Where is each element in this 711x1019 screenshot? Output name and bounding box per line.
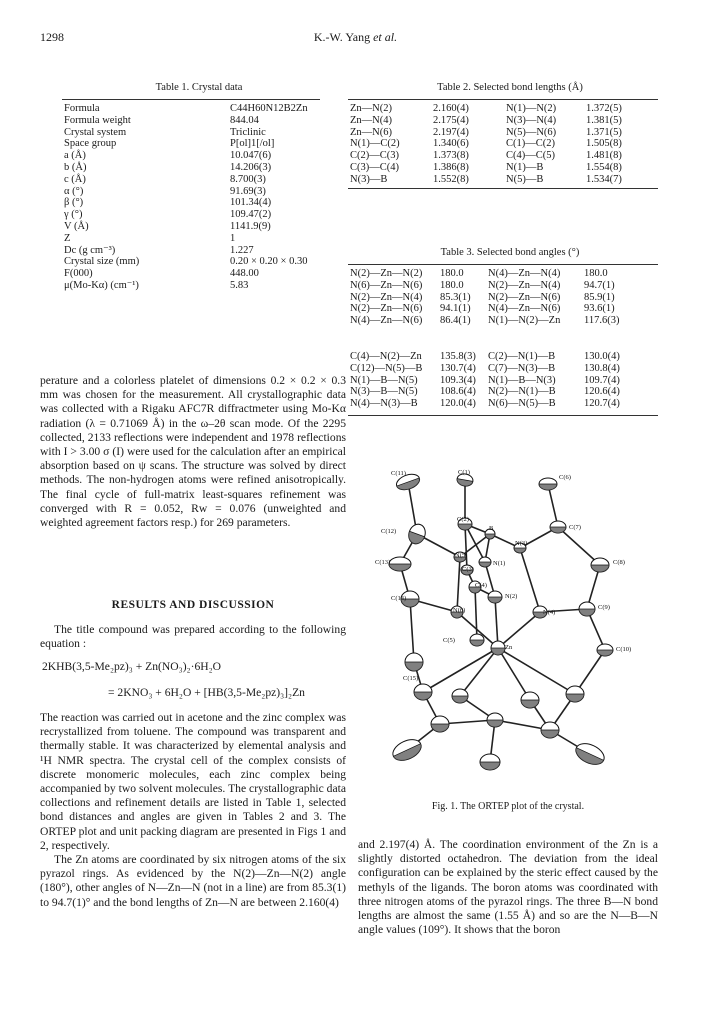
table-cell: 1.227 xyxy=(230,244,254,256)
table-cell: 86.4(1) xyxy=(440,315,471,327)
atom-ellipsoid xyxy=(405,653,423,671)
table-cell: N(4)—Zn—N(6) xyxy=(350,315,423,327)
table-row xyxy=(64,127,330,139)
atom-ellipsoid xyxy=(573,740,608,769)
table-cell: 91.69(3) xyxy=(230,185,266,197)
right-column-paragraph xyxy=(358,838,658,937)
atom-label: C(5) xyxy=(443,637,455,644)
table-cell: 1.534(7) xyxy=(586,173,622,185)
table-cell: 120.7(4) xyxy=(584,398,620,410)
table-row xyxy=(350,292,648,304)
table-cell: 1.371(5) xyxy=(586,126,622,138)
table-cell: C(12)—N(5)—B xyxy=(350,362,423,374)
atom-ellipsoid xyxy=(597,644,613,656)
table-row xyxy=(64,150,330,162)
table-cell: 109.47(2) xyxy=(230,209,272,221)
table-row xyxy=(350,115,656,127)
bond-line xyxy=(498,612,540,648)
atom-ellipsoid xyxy=(539,478,557,490)
table2-caption: Table 2. Selected bond lengths (Å) xyxy=(437,82,583,93)
table-cell: 1 xyxy=(230,232,236,244)
paragraph-equation-intro: The title compound was prepared according to the following equation : xyxy=(40,623,346,651)
atom-ellipsoid xyxy=(470,634,484,646)
atom-ellipsoid xyxy=(566,686,584,702)
table-cell: C(4)—C(5) xyxy=(506,150,555,162)
bond-line xyxy=(460,648,498,696)
table-cell: 85.9(1) xyxy=(584,291,615,303)
table-cell: α (°) xyxy=(64,185,84,197)
atom-label: B xyxy=(489,525,494,532)
atom-label: N(3) xyxy=(515,540,528,547)
table-row xyxy=(64,233,330,245)
atom-ellipsoid xyxy=(389,557,411,571)
table-cell: 10.047(6) xyxy=(230,150,272,162)
bond-line xyxy=(465,524,467,570)
table-cell: γ (°) xyxy=(64,209,83,221)
atom-label: C(4) xyxy=(475,582,487,589)
table-cell: C(7)—N(3)—B xyxy=(488,362,556,374)
table-cell: 14.206(3) xyxy=(230,161,272,173)
table-cell: 1.373(8) xyxy=(433,150,469,162)
atom-label: N(5) xyxy=(455,552,468,559)
table2-grid xyxy=(350,103,656,186)
table1-top-rule xyxy=(62,99,320,100)
table-cell: 180.0 xyxy=(584,268,608,279)
atom-label: N(2) xyxy=(505,593,518,600)
table-cell: 130.8(4) xyxy=(584,362,620,374)
table-cell: 1.386(8) xyxy=(433,161,469,173)
atom-label: C(13) xyxy=(375,559,391,566)
discussion-paragraphs xyxy=(40,711,346,910)
table-cell: a (Å) xyxy=(64,150,86,162)
table-cell: C(2)—N(1)—B xyxy=(488,351,556,362)
table-cell: N(2)—Zn—N(2) xyxy=(350,268,423,279)
atom-label: C(10) xyxy=(616,646,632,653)
table-cell: C(3)—C(4) xyxy=(350,161,399,173)
table-cell: C(4)—N(2)—Zn xyxy=(350,351,422,362)
table-row xyxy=(64,280,330,292)
table3-grid-b xyxy=(350,351,648,410)
table3-part-a xyxy=(350,268,648,327)
atom-ellipsoid xyxy=(406,522,428,546)
paragraph-characterization: The reaction was carried out in acetone and the zinc complex was recrystallized from toluene. The compound was transparent and thermally stable. It was characterized by elemental analysis and ¹H NMR spectra. The crystal cell of the complex consists of discrete monomeric molecules, each zinc complex being accompanied by two solvent molecules. The crystallographic data collections and refinement details are listed in Table 1, selected bond distances and angles are given in Tables 2 and 3. The ORTEP plot and unit packing diagram are presented in Figs 1 and 2, respectively. xyxy=(40,711,346,852)
atom-ellipsoid xyxy=(487,713,503,727)
atom-ellipsoid xyxy=(550,521,566,533)
bond-line xyxy=(423,648,498,692)
bond-line xyxy=(498,648,530,700)
table-cell: P[ol]1[/ol] xyxy=(230,138,275,150)
table-cell: Crystal system xyxy=(64,126,127,138)
bond-line xyxy=(475,587,477,640)
table-cell: 180.0 xyxy=(440,268,464,279)
table-cell: F(000) xyxy=(64,268,93,280)
table-cell: N(2)—Zn—N(6) xyxy=(488,291,561,303)
table-row xyxy=(350,303,648,315)
table1 xyxy=(64,103,330,292)
table-cell: 5.83 xyxy=(230,279,249,291)
table-cell: 120.6(4) xyxy=(584,386,620,398)
atom-label: C(1) xyxy=(458,469,470,476)
table-cell: 117.6(3) xyxy=(584,315,620,327)
table-cell: 180.0 xyxy=(440,279,464,291)
atom-ellipsoid xyxy=(479,557,491,567)
bond-line xyxy=(495,597,498,648)
ortep-plot xyxy=(365,462,655,797)
atom-label: C(15) xyxy=(403,675,419,682)
table-row xyxy=(64,209,330,221)
table-cell: N(3)—N(4) xyxy=(506,114,557,126)
table-cell: N(4)—Zn—N(4) xyxy=(488,268,561,279)
table2-top-rule xyxy=(348,99,658,100)
table-row xyxy=(350,162,656,174)
atom-label: N(1) xyxy=(493,560,506,567)
table-row xyxy=(350,363,648,375)
table-row xyxy=(350,386,648,398)
table-cell: 135.8(3) xyxy=(440,351,476,362)
atom-ellipsoid xyxy=(480,754,500,770)
table-cell: Space group xyxy=(64,138,117,150)
table-cell: 94.7(1) xyxy=(584,279,615,291)
table-row xyxy=(350,351,648,363)
table-cell: N(2)—Zn—N(4) xyxy=(350,291,423,303)
table3-part-b xyxy=(350,351,648,410)
table-cell: N(1)—B—N(5) xyxy=(350,374,418,386)
atom-label: N(4) xyxy=(543,609,556,616)
atom-ellipsoid xyxy=(414,684,432,700)
table-row xyxy=(64,256,330,268)
table-row xyxy=(350,375,648,387)
atom-ellipsoid xyxy=(521,692,539,708)
table-cell: 1.505(8) xyxy=(586,138,622,150)
running-header-text: K.-W. Yang et al. xyxy=(313,30,398,44)
table3-bottom-rule xyxy=(348,415,658,416)
table-cell: 120.0(4) xyxy=(440,398,476,410)
table-row xyxy=(64,115,330,127)
atom-label: Zn xyxy=(505,644,513,651)
table-cell: Triclinic xyxy=(230,126,266,138)
table-row xyxy=(350,150,656,162)
bond-line xyxy=(498,648,575,694)
table-cell: 130.7(4) xyxy=(440,362,476,374)
paragraph-experimental: perature and a colorless platelet of dimensions 0.2 × 0.2 × 0.3 mm was chosen for the measurement. All crystallographic data was collected with a Rigaku AFC7R diffractmeter using Mo-Kα radiation (λ = 0.71069 Å) in the ω–2θ scan mode. Of the 2295 collected, 2133 reflections were independent and 1978 reflections with I > 3.00 σ (I) were used for the calculation after an empirical absorption based on ψ scans. The structure was solved by direct methods. The non-hydrogen atoms were refined anisotropically. The final cycle of full-matrix least-squares refinement was converged with R = 0.052, Rw = 0.076 (unweighted and weighted agreement factors resp.) for 269 parameters. xyxy=(40,374,346,530)
table-cell: 2.197(4) xyxy=(433,126,469,138)
atom-ellipsoid xyxy=(541,722,559,738)
running-header-author xyxy=(0,30,711,45)
atom-label: C(12) xyxy=(381,528,397,535)
table-row xyxy=(350,103,656,115)
atom-label: C(11) xyxy=(391,470,406,477)
page-number: 1298 xyxy=(40,30,64,44)
table-row xyxy=(350,138,656,150)
table-cell: N(1)—N(2)—Zn xyxy=(488,315,561,327)
atom-ellipsoid xyxy=(431,716,449,732)
table-cell: 0.20 × 0.20 × 0.30 xyxy=(230,256,308,268)
table-cell: N(6)—Zn—N(6) xyxy=(350,279,423,291)
atom-label: C(2) xyxy=(457,516,469,523)
table-cell: β (°) xyxy=(64,197,84,209)
table-cell: 85.3(1) xyxy=(440,291,471,303)
table-cell: μ(Mo-Kα) (cm⁻¹) xyxy=(64,279,139,291)
table-cell: 448.00 xyxy=(230,268,259,280)
table-cell: Z xyxy=(64,232,71,244)
table-row xyxy=(64,138,330,150)
table-cell: N(3)—B—N(5) xyxy=(350,386,418,398)
atom-label: C(3) xyxy=(462,566,474,573)
equation-line-2: = 2KNO₃ + 6H₂O + [HB(3,5-Me₂pz)₃]₂Zn xyxy=(108,686,305,699)
table-cell: 101.34(4) xyxy=(230,197,272,209)
atom-ellipsoid xyxy=(591,558,609,572)
table-row xyxy=(350,398,648,410)
table-cell: N(2)—Zn—N(4) xyxy=(488,279,561,291)
table-cell: 844.04 xyxy=(230,114,259,126)
table-row xyxy=(64,197,330,209)
table-row xyxy=(64,186,330,198)
table-cell: 1.381(5) xyxy=(586,114,622,126)
table-row xyxy=(64,162,330,174)
atom-ellipsoid xyxy=(452,689,468,703)
table-row xyxy=(64,221,330,233)
table-cell: Formula weight xyxy=(64,114,131,126)
table1-caption: Table 1. Crystal data xyxy=(155,82,243,93)
table-cell: N(5)—N(6) xyxy=(506,126,557,138)
atom-label: C(7) xyxy=(569,524,581,531)
section-heading: RESULTS AND DISCUSSION xyxy=(111,599,275,611)
atom-label: N(6) xyxy=(453,607,466,614)
table-cell: 109.3(4) xyxy=(440,374,476,386)
table-cell: 2.160(4) xyxy=(433,103,469,114)
table-cell: N(1)—B xyxy=(506,161,544,173)
table-cell: N(2)—N(1)—B xyxy=(488,386,556,398)
atom-label: C(6) xyxy=(559,474,571,481)
ortep-figure xyxy=(365,462,655,797)
table-cell: N(4)—Zn—N(6) xyxy=(488,303,561,315)
table-cell: Zn—N(4) xyxy=(350,114,392,126)
table-row xyxy=(64,174,330,186)
table-row xyxy=(350,174,656,186)
bond-line xyxy=(548,484,558,527)
table-cell: b (Å) xyxy=(64,161,87,173)
table-cell: N(3)—B xyxy=(350,173,388,185)
equation-line-1: 2KHB(3,5-Me₂pz)₃ + Zn(NO₃)₂·6H₂O xyxy=(42,660,222,673)
table-cell: C(2)—C(3) xyxy=(350,150,399,162)
table-cell: 93.6(1) xyxy=(584,303,615,315)
bond-line xyxy=(457,557,460,612)
table-cell: 2.175(4) xyxy=(433,114,469,126)
table-row xyxy=(350,280,648,292)
table-cell: N(4)—N(3)—B xyxy=(350,398,418,410)
table-cell: N(2)—Zn—N(6) xyxy=(350,303,423,315)
table-cell: 94.1(1) xyxy=(440,303,471,315)
table-cell: Zn—N(6) xyxy=(350,126,392,138)
paragraph-geometry: and 2.197(4) Å. The coordination environment of the Zn is a slightly distorted octahedron. The deviation from the ideal configuration can be explained by the steric effect caused by the methyls of the ligands. The boron atoms was coordinated with three nitrogen atoms of the pyrazol rings. The three B—N bond lengths are almost the same (1.55 Å) and so are the N—B—N angle values (109°). It shows that the boron xyxy=(358,838,658,937)
table-cell: Dc (g cm⁻³) xyxy=(64,244,116,256)
table-cell: 1.554(8) xyxy=(586,161,622,173)
table3-caption: Table 3. Selected bond angles (°) xyxy=(440,247,580,258)
table-cell: N(5)—B xyxy=(506,173,544,185)
table-cell: c (Å) xyxy=(64,173,86,185)
table-row xyxy=(350,268,648,280)
bond-line xyxy=(520,548,540,612)
atom-label: C(9) xyxy=(598,604,610,611)
table2-bottom-rule xyxy=(348,188,658,189)
table-row xyxy=(64,103,330,115)
table-cell: N(1)—B—N(3) xyxy=(488,374,556,386)
table-cell: N(6)—N(5)—B xyxy=(488,398,556,410)
atom-label: C(14) xyxy=(391,595,407,602)
atom-label: C(8) xyxy=(613,559,625,566)
table-row xyxy=(64,245,330,257)
experimental-paragraph xyxy=(40,374,346,530)
table-cell: 130.0(4) xyxy=(584,351,620,362)
atom-ellipsoid xyxy=(579,602,595,616)
table-cell: 109.7(4) xyxy=(584,374,620,386)
table-cell: 1141.9(9) xyxy=(230,220,271,232)
table-cell: Crystal size (mm) xyxy=(64,256,140,268)
bond-line xyxy=(558,527,600,565)
paragraph-coordination: The Zn atoms are coordinated by six nitrogen atoms of the six pyrazol rings. As evidenced by the N(2)—Zn—N(2) angle (180°), other angles of N—Zn—N (not in a line) are from 85.3(1) to 94.7(1)° and the bond lengths of Zn—N are between 2.160(4) xyxy=(40,853,346,909)
table-cell: 1.552(8) xyxy=(433,173,469,185)
intro-paragraph xyxy=(40,623,346,651)
table-cell: V (Å) xyxy=(64,220,89,232)
table2 xyxy=(350,103,656,186)
table1-grid xyxy=(64,103,330,292)
table-cell: 1.372(5) xyxy=(586,103,622,114)
table-cell: 8.700(3) xyxy=(230,173,266,185)
table-cell: 1.481(8) xyxy=(586,150,622,162)
table-cell: Formula xyxy=(64,103,100,114)
atom-ellipsoid xyxy=(488,591,502,603)
table-cell: N(1)—C(2) xyxy=(350,138,400,150)
table-cell: C(1)—C(2) xyxy=(506,138,555,150)
table-row xyxy=(350,315,648,327)
table-row xyxy=(350,127,656,139)
table-cell: 108.6(4) xyxy=(440,386,476,398)
table-cell: C44H60N12B2Zn xyxy=(230,103,308,114)
table-cell: Zn—N(2) xyxy=(350,103,392,114)
table-cell: N(1)—N(2) xyxy=(506,103,557,114)
figure-caption: Fig. 1. The ORTEP plot of the crystal. xyxy=(431,801,585,812)
atom-ellipsoid xyxy=(491,641,505,655)
table-cell: 1.340(6) xyxy=(433,138,469,150)
table-row xyxy=(64,268,330,280)
table3-top-rule xyxy=(348,264,658,265)
table3-grid-a xyxy=(350,268,648,327)
